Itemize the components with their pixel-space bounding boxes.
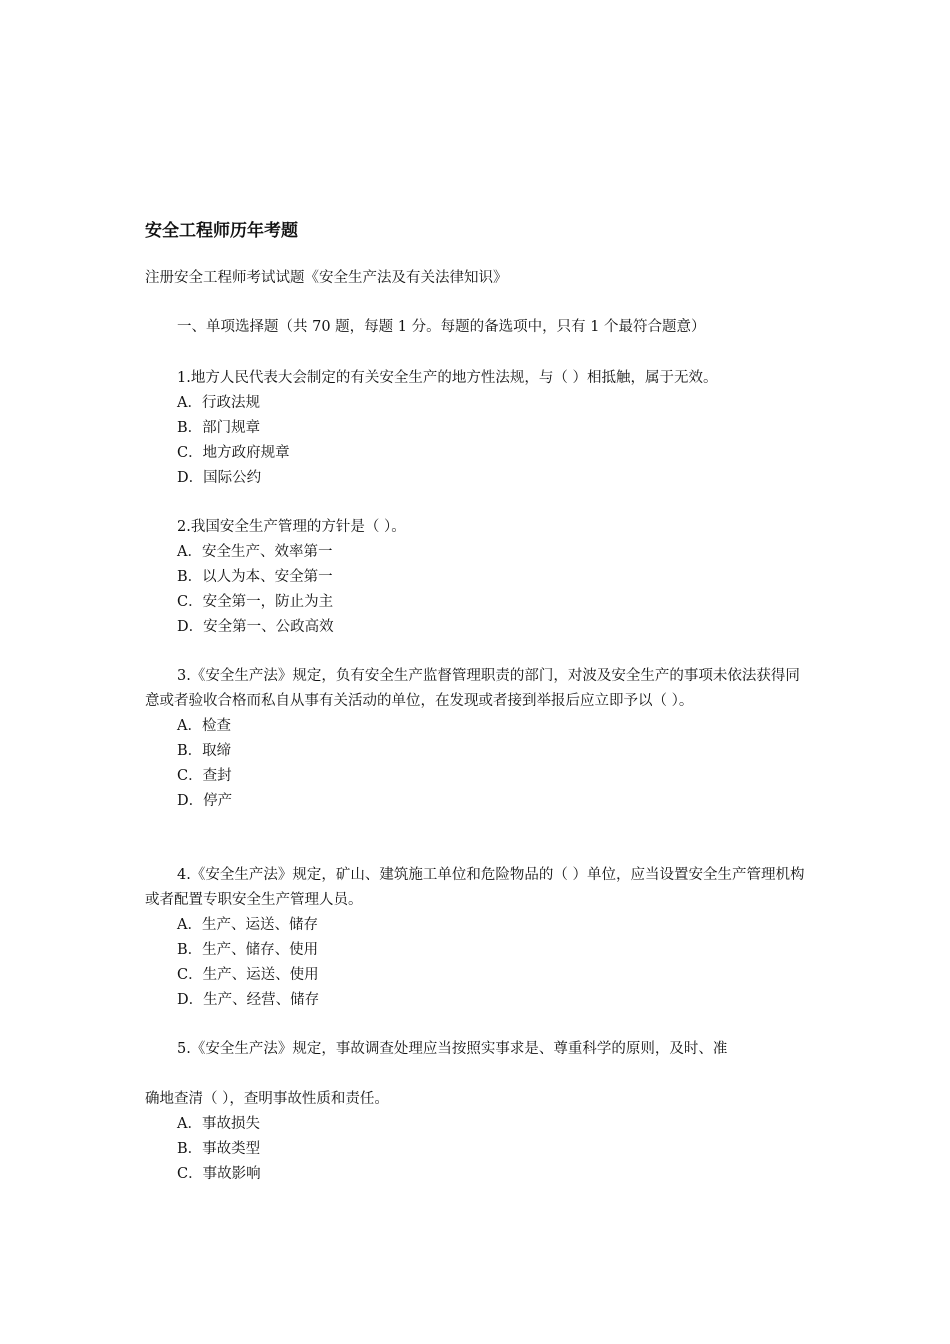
question-stem: 4.《安全生产法》规定，矿山、建筑施工单位和危险物品的（ ）单位，应当设置安全生产管理机构或者配置专职安全生产管理人员。 [145, 867, 805, 908]
option-d: D．停产 [177, 793, 233, 809]
option-b: B．生产、储存、使用 [177, 942, 319, 958]
document-title: 安全工程师历年考题 [145, 221, 298, 241]
option-b: B．取缔 [177, 743, 232, 759]
option-d: D．国际公约 [177, 470, 262, 486]
option-d: D．安全第一、公政高效 [177, 619, 334, 635]
option-list [145, 714, 810, 814]
option-a: A．安全生产、效率第一 [177, 544, 333, 560]
section-heading: 一、单项选择题（共 70 题，每题 1 分。每题的备选项中，只有 1 个最符合题意） [177, 319, 706, 335]
question-4 [145, 863, 810, 1013]
question-2 [145, 515, 810, 640]
option-c: C．事故影响 [177, 1166, 261, 1182]
question-stem: 5.《安全生产法》规定，事故调查处理应当按照实事求是、尊重科学的原则，及时、准 [177, 1041, 728, 1057]
question-5 [145, 1037, 810, 1187]
option-a: A．行政法规 [177, 395, 260, 411]
document-subtitle: 注册安全工程师考试试题《安全生产法及有关法律知识》 [145, 270, 508, 286]
option-list [145, 540, 810, 640]
question-1 [145, 366, 810, 491]
page-gap [145, 1062, 810, 1087]
option-a: A．检查 [177, 718, 231, 734]
option-d: D．生产、经营、储存 [177, 992, 320, 1008]
option-list [145, 391, 810, 491]
question-stem: 3.《安全生产法》规定，负有安全生产监督管理职责的部门，对波及安全生产的事项未依法获得同意或者验收合格而私自从事有关活动的单位，在发现或者接到举报后应立即予以（ ）。 [145, 668, 800, 709]
question-stem: 1.地方人民代表大会制定的有关安全生产的地方性法规，与（ ）相抵触，属于无效。 [177, 370, 718, 386]
question-3 [145, 664, 810, 814]
option-c: C．生产、运送、使用 [177, 967, 319, 983]
question-stem-continued: 确地查清（ ），查明事故性质和责任。 [145, 1091, 389, 1107]
option-c: C．安全第一，防止为主 [177, 594, 334, 610]
option-b: B．以人为本、安全第一 [177, 569, 333, 585]
option-b: B．事故类型 [177, 1141, 261, 1157]
question-stem: 2.我国安全生产管理的方针是（ ）。 [177, 519, 406, 535]
option-a: A．生产、运送、储存 [177, 917, 318, 933]
option-b: B．部门规章 [177, 420, 261, 436]
option-list [145, 913, 810, 1013]
option-c: C．地方政府规章 [177, 445, 290, 461]
option-list [145, 1112, 810, 1187]
option-a: A．事故损失 [177, 1116, 260, 1132]
option-c: C．查封 [177, 768, 232, 784]
